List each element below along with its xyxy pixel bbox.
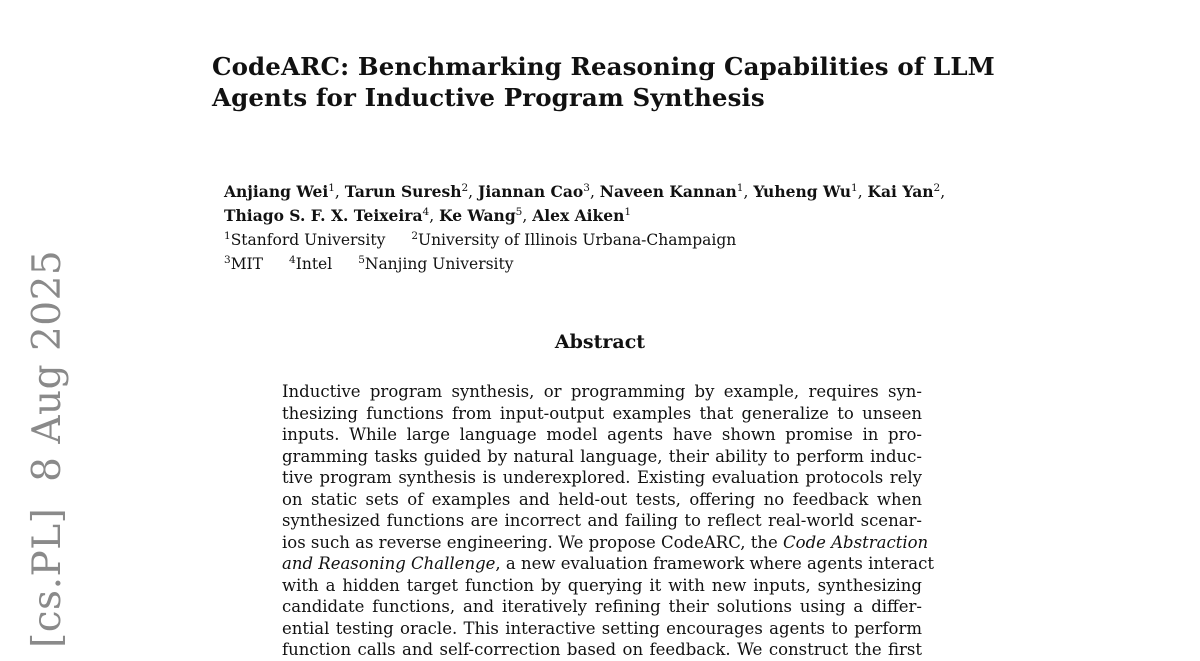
abstract-line: function calls and self-correction based on feedback. We construct the first <box>282 640 922 659</box>
abstract-line: inputs. While large language model agents have shown promise in pro- <box>282 425 922 444</box>
author-name: Jiannan Cao$^3$ <box>478 182 590 201</box>
abstract-heading: Abstract <box>554 331 646 353</box>
abstract-text <box>282 381 934 661</box>
author-name: Alex Aiken$^1$ <box>532 206 632 225</box>
author-name: Yuheng Wu$^1$ <box>753 182 858 201</box>
author-name: Kai Yan$^2$ <box>867 182 941 201</box>
abstract-line: Inductive program synthesis, or programming by example, requires syn- <box>282 382 922 401</box>
author-name: Tarun Suresh$^2$ <box>344 182 469 201</box>
author-name: Thiago S. F. X. Teixeira$^4$ <box>224 206 430 225</box>
author-block <box>224 180 1044 276</box>
author-line-1: Anjiang Wei$^1$, Tarun Suresh$^2$, Jiannan Cao$^3$, Naveen Kannan$^1$, Yuheng Wu$^1$, Kai Yan$^2$, <box>224 182 946 201</box>
affiliation-line-2 <box>224 252 1044 276</box>
author-name: Ke Wang$^5$ <box>439 206 523 225</box>
title-line-2: Agents for Inductive Program Synthesis <box>212 83 765 112</box>
author-line-2: Thiago S. F. X. Teixeira$^4$, Ke Wang$^5$, Alex Aiken$^1$ <box>224 206 632 225</box>
abstract-line: tive program synthesis is underexplored. Existing evaluation protocols rely <box>282 468 922 487</box>
arxiv-identifier-stamp: [cs.PL] 8 Aug 2025 <box>25 249 70 648</box>
abstract-line: on static sets of examples and held-out tests, offering no feedback when <box>282 489 922 509</box>
abstract-line: and Reasoning Challenge, a new evaluation framework where agents interact <box>282 554 934 573</box>
abstract-line: gramming tasks guided by natural language, their ability to perform induc- <box>282 446 922 466</box>
abstract-line: ios such as reverse engineering. We propose CodeARC, the Code Abstraction <box>282 532 929 552</box>
affiliation: $^2$University of Illinois Urbana-Champaign <box>411 230 737 249</box>
author-name: Anjiang Wei$^1$ <box>224 182 335 201</box>
affiliation: $^4$Intel <box>289 254 333 273</box>
affiliation: $^1$Stanford University <box>224 230 386 249</box>
affiliation: $^5$Nanjing University <box>358 254 514 273</box>
affiliation: $^3$MIT <box>224 254 264 273</box>
abstract-line: with a hidden target function by querying it with new inputs, synthesizing <box>282 575 922 595</box>
abstract-line: ential testing oracle. This interactive setting encourages agents to perform <box>282 618 922 638</box>
abstract-line: thesizing functions from input-output examples that generalize to unseen <box>282 403 922 423</box>
abstract-line: candidate functions, and iteratively refining their solutions using a differ- <box>282 597 922 616</box>
title-line-1: CodeARC: Benchmarking Reasoning Capabilities of LLM <box>212 52 995 81</box>
abstract-line: synthesized functions are incorrect and failing to reflect real-world scenar- <box>282 511 922 530</box>
affiliation-line-1 <box>224 228 1044 252</box>
paper-title <box>212 51 1012 113</box>
author-name: Naveen Kannan$^1$ <box>599 182 744 201</box>
